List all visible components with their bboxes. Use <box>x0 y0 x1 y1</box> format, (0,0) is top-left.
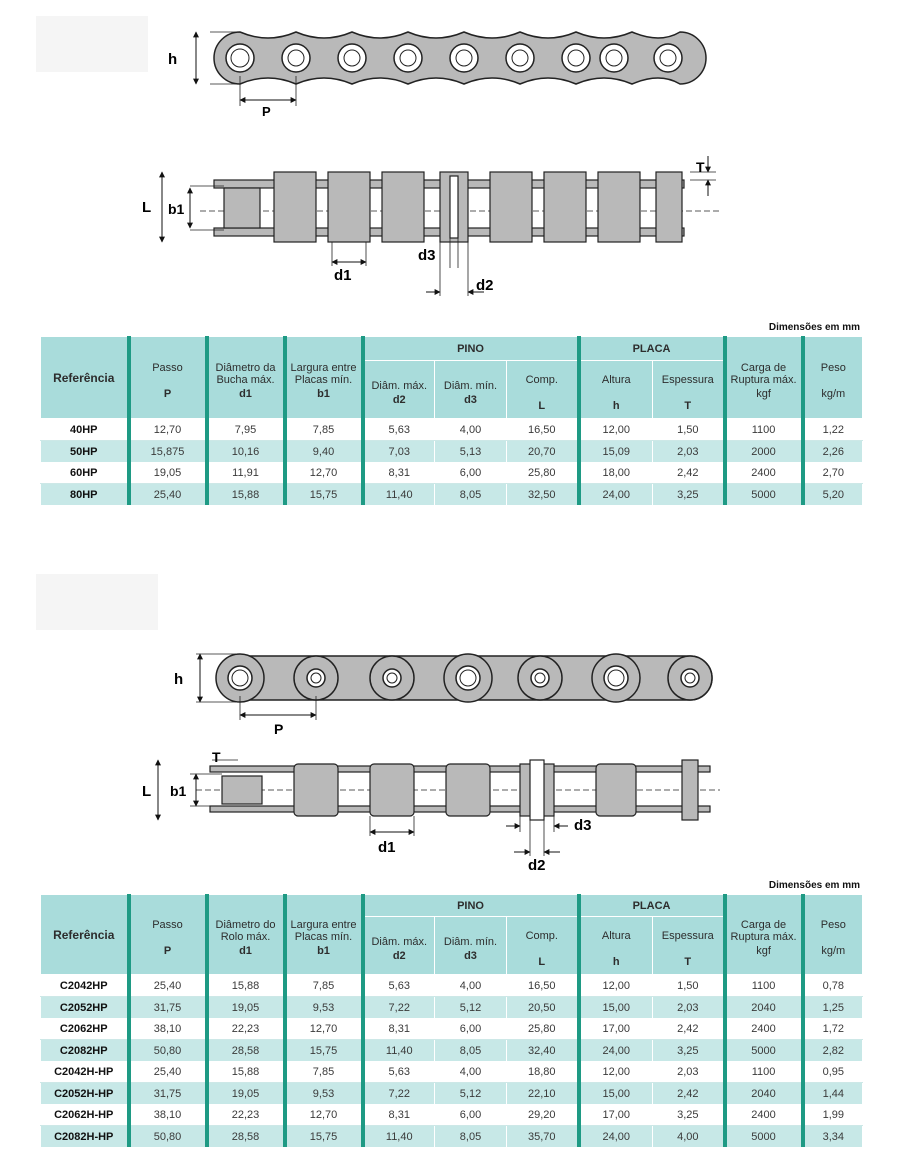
table-row <box>41 997 863 1019</box>
table-cell: 12,70 <box>129 419 207 441</box>
header-placa-altura <box>579 361 653 419</box>
header-pino-d2-symbol: d2 <box>392 393 406 406</box>
table-cell: 2,26 <box>803 441 863 463</box>
table-cell: 35,70 <box>507 1126 579 1148</box>
label-L: L <box>142 199 152 216</box>
table-cell: 12,00 <box>579 975 653 997</box>
header-placa: PLACA <box>579 337 725 361</box>
header-largura-label: Largura entre Placas mín. <box>290 361 357 386</box>
spec-table-standard <box>40 336 863 505</box>
header-placa-espessura-label: Espessura <box>661 373 714 386</box>
table-cell: 3,25 <box>653 484 725 506</box>
header-passo-label: Passo <box>152 361 183 374</box>
header-largura-2-symbol: b1 <box>317 944 330 957</box>
table-cell: 7,85 <box>285 419 363 441</box>
plan-view-chain <box>200 172 720 242</box>
table-row <box>41 419 863 441</box>
header-pino-d3-2 <box>435 917 507 975</box>
header-referencia-2: Referência <box>41 895 129 975</box>
label-d2-bottom: d2 <box>528 857 546 874</box>
table-cell: 25,40 <box>129 484 207 506</box>
table-cell: 1,50 <box>653 419 725 441</box>
header-pino-comp-2 <box>507 917 579 975</box>
row-reference: C2042H-HP <box>41 1061 129 1083</box>
header-pino-d3 <box>435 361 507 419</box>
header-passo-2-label: Passo <box>152 918 183 931</box>
header-peso-unit: kg/m <box>821 387 846 400</box>
header-placa-altura-2-symbol: h <box>612 955 620 968</box>
standard-chain-diagrams <box>0 0 902 310</box>
table-cell: 1100 <box>725 1061 803 1083</box>
header-placa-espessura-symbol: T <box>684 399 692 412</box>
table-cell: 4,00 <box>435 419 507 441</box>
table-cell: 5000 <box>725 1126 803 1148</box>
row-reference: 60HP <box>41 462 129 484</box>
table-cell: 1,99 <box>803 1104 863 1126</box>
table-cell: 29,20 <box>507 1104 579 1126</box>
header-passo-2 <box>129 895 207 975</box>
table-cell: 8,05 <box>435 484 507 506</box>
header-carga-unit: kgf <box>756 387 771 400</box>
header-pino-d2-label: Diâm. máx. <box>371 379 428 392</box>
header-placa-espessura-2-symbol: T <box>684 955 692 968</box>
table-cell: 2400 <box>725 462 803 484</box>
table-cell: 7,85 <box>285 1061 363 1083</box>
header-placa-altura-2-label: Altura <box>601 929 631 942</box>
header-pino-comp-symbol: L <box>538 399 546 412</box>
table-cell: 2040 <box>725 1083 803 1105</box>
header-pino-d3-label: Diâm. mín. <box>443 379 498 392</box>
table-cell: 24,00 <box>579 1040 653 1062</box>
header-largura-symbol: b1 <box>317 387 330 400</box>
header-carga-label: Carga de Ruptura máx. <box>730 361 797 386</box>
table-cell: 18,00 <box>579 462 653 484</box>
table-cell: 25,40 <box>129 1061 207 1083</box>
table-cell: 25,40 <box>129 975 207 997</box>
header-carga <box>725 337 803 419</box>
table-cell: 5,20 <box>803 484 863 506</box>
table-cell: 7,03 <box>363 441 435 463</box>
header-pino-d3-symbol: d3 <box>464 393 477 406</box>
table-cell: 2400 <box>725 1104 803 1126</box>
row-reference: C2082H-HP <box>41 1126 129 1148</box>
table-cell: 15,88 <box>207 975 285 997</box>
table-cell: 3,34 <box>803 1126 863 1148</box>
header-peso-2-label: Peso <box>820 918 846 931</box>
table-cell: 19,05 <box>207 997 285 1019</box>
table-cell: 7,95 <box>207 419 285 441</box>
table-cell: 15,75 <box>285 484 363 506</box>
label-b1: b1 <box>168 201 185 217</box>
table-cell: 1,44 <box>803 1083 863 1105</box>
label-d2: d2 <box>476 277 494 294</box>
table-row <box>41 1104 863 1126</box>
table-cell: 15,75 <box>285 1040 363 1062</box>
table-cell: 1,50 <box>653 975 725 997</box>
table-cell: 22,10 <box>507 1083 579 1105</box>
table-cell: 12,00 <box>579 1061 653 1083</box>
table-cell: 17,00 <box>579 1104 653 1126</box>
table-row <box>41 484 863 506</box>
table-cell: 5,63 <box>363 1061 435 1083</box>
table-cell: 3,25 <box>653 1040 725 1062</box>
table-cell: 15,09 <box>579 441 653 463</box>
table-cell: 20,70 <box>507 441 579 463</box>
table-cell: 12,70 <box>285 462 363 484</box>
table-cell: 12,00 <box>579 419 653 441</box>
table-cell: 2,03 <box>653 997 725 1019</box>
table-cell: 2,03 <box>653 1061 725 1083</box>
header-peso-label: Peso <box>820 361 846 374</box>
table-cell: 8,31 <box>363 1018 435 1040</box>
table-cell: 1,25 <box>803 997 863 1019</box>
table-row <box>41 1126 863 1148</box>
header-diametro-label: Diâmetro da Bucha máx. <box>215 361 276 386</box>
table-cell: 6,00 <box>435 462 507 484</box>
table-cell: 2000 <box>725 441 803 463</box>
table-cell: 2,42 <box>653 1018 725 1040</box>
table-cell: 4,00 <box>435 1061 507 1083</box>
header-pino-d2-2 <box>363 917 435 975</box>
row-reference: C2062H-HP <box>41 1104 129 1126</box>
row-reference: 50HP <box>41 441 129 463</box>
table-cell: 12,70 <box>285 1104 363 1126</box>
table-cell: 5,12 <box>435 1083 507 1105</box>
table-cell: 2040 <box>725 997 803 1019</box>
table-cell: 5000 <box>725 1040 803 1062</box>
table-cell: 31,75 <box>129 997 207 1019</box>
header-pino-comp-2-label: Comp. <box>525 929 558 942</box>
table-cell: 5000 <box>725 484 803 506</box>
table-cell: 31,75 <box>129 1083 207 1105</box>
table-cell: 11,91 <box>207 462 285 484</box>
row-reference: C2052H-HP <box>41 1083 129 1105</box>
table-cell: 2,42 <box>653 462 725 484</box>
table-cell: 32,50 <box>507 484 579 506</box>
row-reference: 80HP <box>41 484 129 506</box>
row-reference: C2062HP <box>41 1018 129 1040</box>
table-cell: 1,72 <box>803 1018 863 1040</box>
table-row <box>41 462 863 484</box>
table-cell: 17,00 <box>579 1018 653 1040</box>
table-cell: 11,40 <box>363 1040 435 1062</box>
table-cell: 28,58 <box>207 1040 285 1062</box>
dimensions-note-bottom: Dimensões em mm <box>768 880 860 891</box>
table-cell: 7,85 <box>285 975 363 997</box>
table-cell: 38,10 <box>129 1104 207 1126</box>
header-pino-comp-label: Comp. <box>525 373 558 386</box>
label-d3-bottom: d3 <box>574 817 592 834</box>
table-cell: 2,70 <box>803 462 863 484</box>
header-pino-d3-2-symbol: d3 <box>464 949 477 962</box>
header-placa-espessura-2 <box>653 917 725 975</box>
header-placa-altura-label: Altura <box>601 373 631 386</box>
table-cell: 8,31 <box>363 462 435 484</box>
table-cell: 22,23 <box>207 1018 285 1040</box>
header-carga-2-unit: kgf <box>756 944 771 957</box>
table-cell: 9,53 <box>285 1083 363 1105</box>
header-pino-comp <box>507 361 579 419</box>
header-pino-d2 <box>363 361 435 419</box>
table-cell: 19,05 <box>129 462 207 484</box>
plan-view-chain-long <box>196 760 720 820</box>
table-cell: 2,03 <box>653 441 725 463</box>
table-cell: 1100 <box>725 975 803 997</box>
label-T: T <box>696 159 705 175</box>
section-marker-bottom <box>36 574 158 630</box>
side-view-chain <box>214 32 706 84</box>
table-cell: 15,88 <box>207 484 285 506</box>
header-placa-2: PLACA <box>579 895 725 917</box>
table-row <box>41 441 863 463</box>
table-cell: 7,22 <box>363 1083 435 1105</box>
header-diametro-2 <box>207 895 285 975</box>
header-diametro-symbol: d1 <box>239 387 252 400</box>
table-cell: 3,25 <box>653 1104 725 1126</box>
standard-chain-drawing <box>0 0 902 310</box>
header-placa-altura-2 <box>579 917 653 975</box>
table-cell: 32,40 <box>507 1040 579 1062</box>
table-cell: 8,31 <box>363 1104 435 1126</box>
table-row <box>41 1083 863 1105</box>
table-cell: 11,40 <box>363 1126 435 1148</box>
double-pitch-chain-diagrams <box>0 630 902 876</box>
label-T-bottom: T <box>212 749 221 765</box>
header-diametro-2-symbol: d1 <box>239 944 252 957</box>
table-cell: 50,80 <box>129 1040 207 1062</box>
table-cell: 16,50 <box>507 419 579 441</box>
header-pino-d3-2-label: Diâm. mín. <box>443 935 498 948</box>
header-diametro <box>207 337 285 419</box>
table-cell: 5,63 <box>363 419 435 441</box>
table-row <box>41 1040 863 1062</box>
header-peso <box>803 337 863 419</box>
table-cell: 25,80 <box>507 462 579 484</box>
header-passo-2-symbol: P <box>163 944 172 957</box>
table-cell: 4,00 <box>653 1126 725 1148</box>
table-cell: 9,53 <box>285 997 363 1019</box>
table-cell: 2,82 <box>803 1040 863 1062</box>
label-L-bottom: L <box>142 783 152 800</box>
header-largura-2-label: Largura entre Placas mín. <box>290 918 357 943</box>
header-peso-2 <box>803 895 863 975</box>
table-cell: 16,50 <box>507 975 579 997</box>
table-cell: 25,80 <box>507 1018 579 1040</box>
table-cell: 15,00 <box>579 1083 653 1105</box>
table-cell: 7,22 <box>363 997 435 1019</box>
row-reference: C2052HP <box>41 997 129 1019</box>
table-cell: 9,40 <box>285 441 363 463</box>
table-cell: 8,05 <box>435 1040 507 1062</box>
label-p: P <box>262 104 271 119</box>
header-diametro-2-label: Diâmetro do Rolo máx. <box>215 918 276 943</box>
header-largura-2 <box>285 895 363 975</box>
table-cell: 24,00 <box>579 1126 653 1148</box>
table-cell: 6,00 <box>435 1104 507 1126</box>
table-cell: 15,875 <box>129 441 207 463</box>
table-cell: 2400 <box>725 1018 803 1040</box>
header-pino-d2-2-label: Diâm. máx. <box>371 935 428 948</box>
table-cell: 0,78 <box>803 975 863 997</box>
table-cell: 6,00 <box>435 1018 507 1040</box>
table-cell: 20,50 <box>507 997 579 1019</box>
table-cell: 22,23 <box>207 1104 285 1126</box>
double-pitch-chain-drawing <box>0 630 902 876</box>
row-reference: C2042HP <box>41 975 129 997</box>
side-view-chain-long <box>216 654 712 702</box>
table-row <box>41 1018 863 1040</box>
label-d1-bottom: d1 <box>378 839 396 856</box>
table-cell: 11,40 <box>363 484 435 506</box>
table-cell: 5,12 <box>435 997 507 1019</box>
table-cell: 5,13 <box>435 441 507 463</box>
table-row <box>41 1061 863 1083</box>
table-cell: 15,75 <box>285 1126 363 1148</box>
table-cell: 8,05 <box>435 1126 507 1148</box>
label-h: h <box>168 51 178 68</box>
header-carga-2 <box>725 895 803 975</box>
row-reference: 40HP <box>41 419 129 441</box>
table-cell: 19,05 <box>207 1083 285 1105</box>
row-reference: C2082HP <box>41 1040 129 1062</box>
table-cell: 10,16 <box>207 441 285 463</box>
label-d1: d1 <box>334 267 352 284</box>
table-cell: 12,70 <box>285 1018 363 1040</box>
header-pino-2: PINO <box>363 895 579 917</box>
table-cell: 28,58 <box>207 1126 285 1148</box>
header-passo-symbol: P <box>163 387 172 400</box>
table-cell: 15,00 <box>579 997 653 1019</box>
header-placa-espessura <box>653 361 725 419</box>
table-cell: 4,00 <box>435 975 507 997</box>
header-passo <box>129 337 207 419</box>
header-pino: PINO <box>363 337 579 361</box>
table-cell: 15,88 <box>207 1061 285 1083</box>
label-d3: d3 <box>418 247 436 264</box>
dimensions-note-top: Dimensões em mm <box>768 322 860 333</box>
table-cell: 5,63 <box>363 975 435 997</box>
spec-table-double-pitch <box>40 894 863 1147</box>
label-b1-bottom: b1 <box>170 783 187 799</box>
table-cell: 24,00 <box>579 484 653 506</box>
header-peso-2-unit: kg/m <box>821 944 846 957</box>
header-placa-espessura-2-label: Espessura <box>661 929 714 942</box>
table-cell: 1,22 <box>803 419 863 441</box>
table-cell: 2,42 <box>653 1083 725 1105</box>
table-row <box>41 975 863 997</box>
table-cell: 50,80 <box>129 1126 207 1148</box>
header-referencia: Referência <box>41 337 129 419</box>
header-largura <box>285 337 363 419</box>
table-cell: 1100 <box>725 419 803 441</box>
header-placa-altura-symbol: h <box>612 399 620 412</box>
label-h-bottom: h <box>174 671 184 688</box>
label-p-bottom: P <box>274 721 284 737</box>
table-cell: 38,10 <box>129 1018 207 1040</box>
header-pino-comp-2-symbol: L <box>538 955 546 968</box>
table-cell: 18,80 <box>507 1061 579 1083</box>
header-carga-2-label: Carga de Ruptura máx. <box>730 918 797 943</box>
header-pino-d2-2-symbol: d2 <box>392 949 406 962</box>
table-cell: 0,95 <box>803 1061 863 1083</box>
